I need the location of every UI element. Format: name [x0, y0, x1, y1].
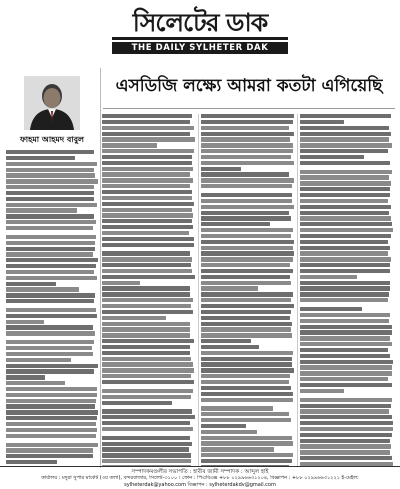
text-line — [300, 409, 389, 413]
text-line — [201, 263, 290, 267]
text-line — [201, 418, 291, 422]
text-line — [102, 459, 191, 463]
newspaper-logo — [112, 6, 288, 54]
text-line — [102, 292, 190, 296]
text-line — [300, 404, 391, 408]
text-line — [201, 126, 289, 130]
text-line — [300, 336, 390, 340]
footer-emails: sylheterdak@yahoo.com বিজ্ঞাপন : sylheterdakdv@gmail.com — [124, 482, 276, 488]
text-line — [102, 237, 194, 241]
text-line — [300, 222, 392, 226]
text-line — [201, 322, 292, 326]
text-line — [102, 304, 191, 308]
text-line — [102, 208, 192, 212]
text-line — [102, 243, 194, 247]
text-line — [102, 225, 193, 229]
text-line — [102, 120, 190, 124]
footer-address: কার্যালয় : মদুরা সুপার মার্কেট (৩য় তলা), বন্দরবাজার, সিলেট-৩১০০ । ফোন : পিএবিএক্স +৮৮ ০২৯৯৬৬৩১২০৪, বিজ্ঞাপন : +৮৮ ০২৯৯৬৬৩১২২১ ই-মেইল: — [41, 475, 359, 481]
text-line — [300, 330, 392, 334]
text-line — [300, 354, 390, 358]
article-headline: এসডিজি লক্ষ্যে আমরা কতটা এগিয়েছি — [115, 76, 383, 96]
text-line — [300, 439, 390, 443]
masthead — [0, 0, 400, 58]
text-line — [102, 322, 190, 326]
text-line — [201, 155, 291, 159]
author-photo — [24, 76, 80, 130]
text-line — [300, 275, 357, 279]
text-line — [300, 433, 392, 437]
text-line — [201, 368, 294, 372]
text-line — [300, 181, 391, 185]
text-line — [300, 421, 393, 425]
text-line — [300, 120, 344, 124]
text-line — [201, 286, 258, 290]
text-line — [6, 293, 95, 297]
text-line — [300, 149, 388, 153]
text-line — [300, 193, 390, 197]
text-line — [201, 436, 292, 440]
text-line — [300, 234, 391, 238]
text-line — [6, 168, 94, 172]
text-line — [300, 257, 391, 261]
text-line — [102, 298, 193, 302]
text-line — [201, 392, 293, 396]
text-line — [201, 406, 273, 410]
text-line — [6, 404, 95, 408]
text-line — [201, 424, 246, 428]
text-line — [201, 357, 292, 361]
text-line — [201, 240, 294, 244]
text-line — [300, 383, 392, 387]
text-line — [201, 345, 259, 349]
text-line — [300, 263, 390, 267]
text-line — [102, 374, 191, 378]
text-line — [6, 179, 98, 183]
text-line — [201, 199, 292, 203]
text-line — [6, 369, 94, 373]
author-portrait-icon — [24, 76, 80, 130]
text-line — [102, 126, 194, 130]
text-line — [201, 374, 290, 378]
text-line — [102, 442, 192, 446]
text-line — [6, 150, 94, 154]
text-line — [300, 298, 388, 302]
text-line — [102, 149, 194, 153]
body-column-2 — [201, 114, 294, 466]
text-line — [201, 251, 294, 255]
text-line — [201, 447, 274, 451]
text-line — [300, 427, 393, 431]
text-line — [300, 126, 389, 130]
text-line — [201, 362, 292, 366]
text-line — [300, 228, 393, 232]
text-line — [300, 143, 392, 147]
text-line — [300, 175, 389, 179]
text-line — [6, 434, 96, 438]
text-line — [201, 172, 289, 176]
text-line — [300, 114, 391, 118]
text-line — [300, 240, 388, 244]
text-line — [6, 393, 97, 397]
text-line — [102, 380, 194, 384]
text-line — [6, 325, 93, 329]
text-line — [6, 428, 97, 432]
text-line — [6, 241, 95, 245]
article-body-columns — [102, 114, 394, 466]
text-line — [6, 460, 57, 464]
text-line — [6, 422, 96, 426]
text-line — [6, 226, 93, 230]
text-line — [201, 132, 294, 136]
text-line — [300, 269, 390, 273]
text-line — [6, 276, 97, 280]
text-line — [300, 170, 392, 174]
text-line — [102, 132, 190, 136]
body-column-3 — [300, 114, 393, 466]
text-line — [300, 216, 391, 220]
text-line — [201, 275, 290, 279]
text-line — [102, 395, 191, 399]
text-line — [300, 377, 388, 381]
text-line — [6, 247, 95, 251]
text-line — [201, 257, 293, 261]
text-line — [300, 325, 392, 329]
text-line — [102, 263, 191, 267]
text-line — [201, 453, 293, 457]
text-line — [102, 415, 195, 419]
text-line — [102, 327, 190, 331]
text-line — [201, 459, 292, 463]
text-line — [201, 398, 293, 402]
text-line — [201, 143, 293, 147]
text-line — [300, 389, 344, 393]
text-line — [102, 269, 192, 273]
text-line — [102, 436, 190, 440]
text-line — [6, 308, 96, 312]
text-line — [102, 213, 193, 217]
text-line — [6, 320, 44, 324]
footer-divider — [0, 466, 400, 467]
text-line — [201, 316, 290, 320]
text-line — [201, 205, 294, 209]
subcolumn-divider — [297, 114, 298, 466]
text-line — [6, 331, 95, 335]
text-line — [102, 333, 190, 337]
text-line — [6, 443, 98, 447]
text-line — [201, 327, 291, 331]
text-line — [201, 351, 293, 355]
text-line — [300, 281, 390, 285]
text-line — [102, 196, 192, 200]
text-line — [102, 453, 191, 457]
text-line — [300, 161, 390, 165]
text-line — [102, 389, 193, 393]
text-line — [201, 120, 293, 124]
text-line — [6, 191, 94, 195]
text-line — [201, 246, 293, 250]
text-line — [201, 333, 292, 337]
text-line — [6, 346, 92, 350]
text-line — [201, 234, 291, 238]
text-line — [201, 216, 291, 220]
text-line — [102, 251, 190, 255]
text-line — [102, 184, 190, 188]
logo-tagline: THE DAILY SYLHETER DAK — [112, 42, 288, 54]
text-line — [102, 368, 194, 372]
text-line — [6, 220, 96, 224]
text-line — [300, 348, 388, 352]
text-line — [300, 456, 392, 460]
text-line — [201, 178, 294, 182]
text-line — [6, 282, 56, 286]
text-line — [201, 149, 293, 153]
text-line — [201, 386, 291, 390]
text-line — [6, 299, 94, 303]
text-line — [201, 292, 293, 296]
text-line — [102, 167, 193, 171]
text-line — [6, 162, 97, 166]
text-line — [300, 211, 389, 215]
text-line — [6, 340, 94, 344]
text-line — [201, 298, 291, 302]
text-line — [201, 161, 294, 165]
text-line — [201, 211, 289, 215]
text-line — [102, 316, 166, 320]
text-line — [201, 310, 291, 314]
text-line — [102, 447, 189, 451]
text-line — [201, 137, 290, 141]
text-line — [300, 137, 389, 141]
text-line — [102, 143, 157, 147]
text-line — [300, 199, 388, 203]
logo-text: সিলেটের ডাক — [112, 6, 288, 40]
text-line — [6, 358, 71, 362]
body-column-1 — [102, 114, 195, 466]
text-line — [102, 231, 189, 235]
text-line — [102, 427, 193, 431]
text-line — [6, 381, 65, 385]
text-line — [300, 444, 391, 448]
text-line — [102, 178, 193, 182]
text-line — [300, 360, 393, 364]
text-line — [102, 310, 193, 314]
text-line — [201, 184, 292, 188]
text-line — [201, 269, 293, 273]
text-line — [6, 197, 94, 201]
text-line — [300, 307, 362, 311]
text-line — [201, 430, 257, 434]
text-line — [102, 155, 192, 159]
text-line — [102, 345, 190, 349]
text-line — [300, 371, 392, 375]
subcolumn-divider — [198, 114, 199, 466]
text-line — [6, 214, 94, 218]
text-line — [102, 409, 192, 413]
text-line — [300, 319, 389, 323]
text-line — [6, 387, 97, 391]
text-line — [300, 342, 392, 346]
text-line — [102, 362, 193, 366]
text-line — [102, 114, 192, 118]
text-line — [102, 202, 194, 206]
text-line — [201, 281, 291, 285]
text-line — [300, 155, 364, 159]
body-text-lines — [6, 150, 98, 466]
text-line — [300, 365, 392, 369]
text-line — [201, 193, 292, 197]
text-line — [102, 351, 190, 355]
text-line — [300, 286, 390, 290]
text-line — [300, 187, 390, 191]
text-line — [6, 287, 79, 291]
text-line — [6, 235, 96, 239]
text-line — [102, 257, 192, 261]
text-line — [102, 219, 192, 223]
text-line — [6, 352, 93, 356]
text-line — [102, 357, 191, 361]
text-line — [201, 114, 294, 118]
text-line — [300, 292, 389, 296]
text-line — [102, 286, 190, 290]
text-line — [300, 313, 390, 317]
footer-editorial: সম্পাদকমণ্ডলীর সভাপতি : হাবীব জামী সম্পাদক : আব্দুল হাই — [131, 469, 269, 475]
text-line — [300, 251, 388, 255]
text-line — [6, 399, 96, 403]
text-line — [6, 270, 94, 274]
text-line — [201, 304, 294, 308]
text-line — [102, 421, 190, 425]
text-line — [300, 132, 391, 136]
text-line — [201, 412, 289, 416]
text-line — [6, 314, 97, 318]
text-line — [201, 380, 289, 384]
author-name: ফাহমা আহমদ বাবুল — [19, 135, 85, 144]
text-line — [6, 156, 75, 160]
text-line — [6, 252, 93, 256]
text-line — [300, 450, 390, 454]
text-line — [300, 398, 392, 402]
text-line — [6, 448, 93, 452]
text-line — [201, 441, 293, 445]
text-line — [102, 137, 195, 141]
text-line — [6, 454, 93, 458]
text-line — [201, 228, 293, 232]
text-line — [6, 203, 97, 207]
text-line — [300, 205, 391, 209]
text-line — [6, 375, 45, 379]
text-line — [102, 190, 192, 194]
text-line — [102, 401, 172, 405]
text-line — [300, 246, 390, 250]
text-line — [6, 264, 96, 268]
headline-divider — [103, 108, 395, 109]
column-divider — [100, 68, 101, 468]
text-line — [201, 339, 251, 343]
text-line — [6, 208, 77, 212]
text-line — [300, 415, 392, 419]
left-column-body — [6, 150, 98, 466]
text-line — [6, 364, 98, 368]
text-line — [102, 339, 194, 343]
text-line — [6, 173, 95, 177]
text-line — [6, 185, 94, 189]
text-line — [6, 410, 98, 414]
text-line — [102, 172, 190, 176]
text-line — [201, 222, 270, 226]
text-line — [102, 275, 195, 279]
text-line — [6, 416, 97, 420]
text-line — [201, 167, 241, 171]
text-line — [6, 258, 98, 262]
text-line — [102, 281, 140, 285]
text-line — [102, 161, 192, 165]
